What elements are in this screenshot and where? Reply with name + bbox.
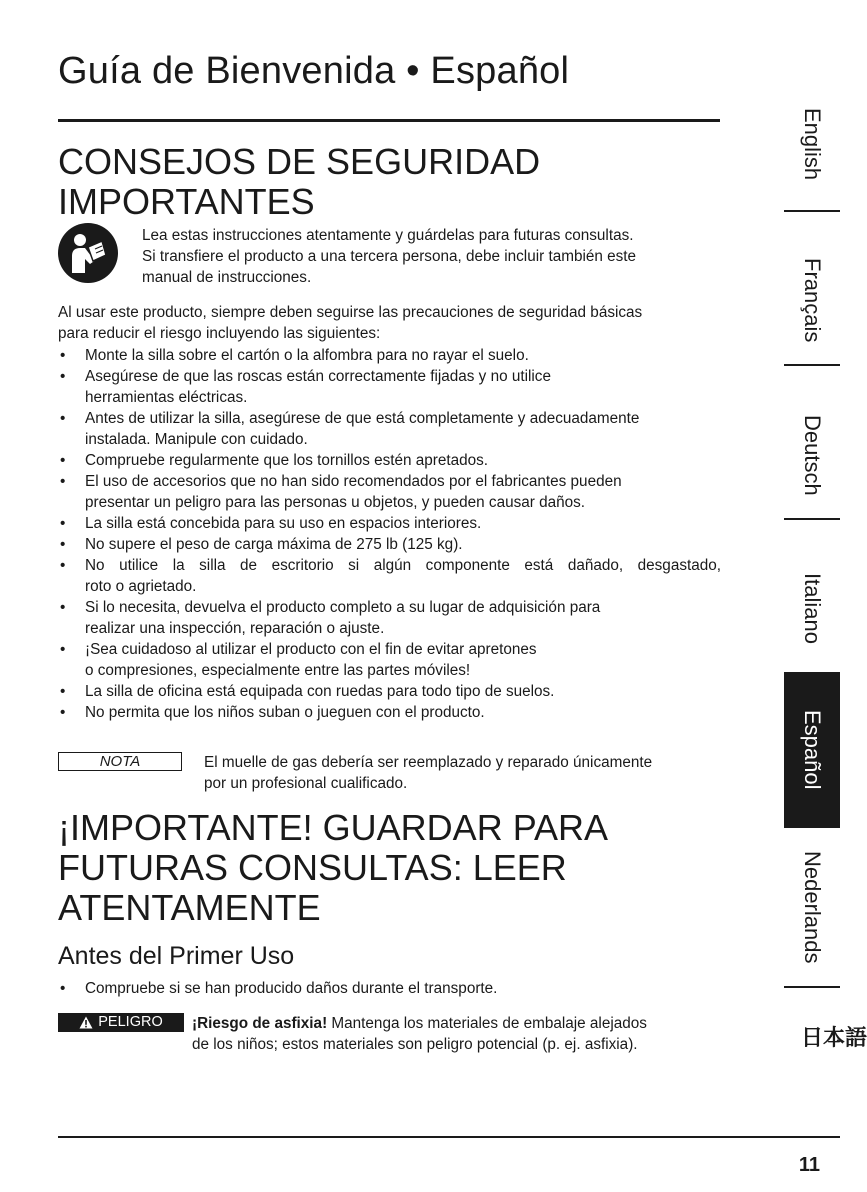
- first-use-heading: Antes del Primer Uso: [58, 942, 295, 970]
- tab-japanese[interactable]: [784, 998, 867, 1078]
- tab-deutsch[interactable]: [784, 385, 840, 525]
- list-item: [58, 534, 723, 555]
- tab-divider: [784, 210, 840, 212]
- list-item: [58, 639, 723, 681]
- danger-label: PELIGRO: [98, 1014, 163, 1030]
- important-heading-line: ATENTAMENTE: [58, 887, 321, 928]
- bullet-line: herramientas eléctricas.: [85, 389, 248, 406]
- bullet-line: • No utilice la silla de escritorio si algún componente está dañado, desgastado,: [85, 557, 721, 574]
- bullet-line: • No supere el peso de carga máxima de 275 lb (125 kg).: [85, 536, 463, 553]
- tab-divider: [784, 986, 840, 988]
- danger-badge: [58, 1013, 184, 1032]
- language-tabs: [784, 60, 867, 1120]
- list-item: [58, 513, 723, 534]
- tab-label: 日本語: [801, 1025, 867, 1050]
- safety-heading-line: IMPORTANTES: [58, 181, 315, 222]
- bullet-line: instalada. Manipule con cuidado.: [85, 431, 308, 448]
- bullet-line: • Asegúrese de que las roscas están correctamente fijadas y no utilice: [85, 368, 551, 385]
- important-heading-line: FUTURAS CONSULTAS: LEER: [58, 847, 567, 888]
- safety-heading: [58, 142, 540, 222]
- bullet-line: o compresiones, especialmente entre las partes móviles!: [85, 662, 471, 679]
- tab-english[interactable]: [784, 84, 840, 204]
- note-text: [204, 752, 724, 794]
- bullet-line: • La silla de oficina está equipada con ruedas para todo tipo de suelos.: [85, 683, 555, 700]
- list-item: [58, 702, 723, 723]
- bullet-line: presentar un peligro para las personas u objetos, y pueden causar daños.: [85, 494, 586, 511]
- tab-label: Français: [800, 257, 825, 343]
- important-heading-line: ¡IMPORTANTE! GUARDAR PARA: [58, 807, 609, 848]
- danger-text: [192, 1013, 722, 1055]
- tab-label: Deutsch: [800, 414, 825, 496]
- lead-line: Al usar este producto, siempre deben seguirse las precauciones de seguridad básicas: [58, 304, 643, 321]
- list-item: [58, 408, 723, 450]
- note-label: NOTA: [58, 752, 182, 771]
- list-item: [58, 555, 723, 597]
- bullet-line: • El uso de accesorios que no han sido recomendados por el fabricantes pueden: [85, 473, 622, 490]
- bullet-line: • Antes de utilizar la silla, asegúrese de que está completamente y adecuadamente: [85, 410, 640, 427]
- danger-bold: ¡Riesgo de asfixia!: [192, 1015, 328, 1032]
- tab-nederlands[interactable]: [784, 832, 840, 982]
- page-number: 11: [798, 1154, 820, 1176]
- bullet-line: • Compruebe regularmente que los tornillos estén apretados.: [85, 452, 489, 469]
- intro-line: manual de instrucciones.: [142, 269, 312, 286]
- list-item: [58, 366, 723, 408]
- tab-divider: [784, 364, 840, 366]
- intro-line: Si transfiere el producto a una tercera persona, debe incluir también este: [142, 248, 637, 265]
- list-item: • Compruebe si se han producido daños durante el transporte.: [85, 978, 497, 999]
- first-use-list: [58, 978, 497, 999]
- lead-paragraph: [58, 302, 723, 344]
- bullet-line: • La silla está concebida para su uso en espacios interiores.: [85, 515, 482, 532]
- danger-line: [192, 1013, 722, 1034]
- list-item: [58, 597, 723, 639]
- danger-line: de los niños; estos materiales son peligro potencial (p. ej. asfixia).: [192, 1036, 638, 1053]
- list-item: [58, 345, 723, 366]
- intro-paragraph: [142, 225, 722, 288]
- bullet-line: • Monte la silla sobre el cartón o la alfombra para no rayar el suelo.: [85, 347, 529, 364]
- intro-line: Lea estas instrucciones atentamente y guárdelas para futuras consultas.: [142, 227, 634, 244]
- tab-label: Nederlands: [800, 850, 825, 964]
- bullet-line: • ¡Sea cuidadoso al utilizar el producto con el fin de evitar apretones: [85, 641, 537, 658]
- tab-francais[interactable]: [784, 230, 840, 370]
- bullet-line: roto o agrietado.: [85, 578, 197, 595]
- tab-label: Italiano: [800, 572, 825, 644]
- footer-divider: [58, 1136, 840, 1138]
- note-line: El muelle de gas debería ser reemplazado y reparado únicamente: [204, 754, 653, 771]
- bullet-line: • Si lo necesita, devuelva el producto completo a su lugar de adquisición para: [85, 599, 601, 616]
- title-divider: [58, 119, 720, 122]
- tab-italiano[interactable]: [784, 538, 840, 678]
- danger-rest: Mantenga los materiales de embalaje alejados: [327, 1015, 647, 1032]
- tab-label: Español: [800, 710, 825, 790]
- read-manual-icon: [58, 223, 118, 283]
- bullet-line: • No permita que los niños suban o jueguen con el producto.: [85, 704, 485, 721]
- list-item: [58, 450, 723, 471]
- safety-bullet-list: [58, 345, 723, 723]
- tab-espanol[interactable]: [784, 672, 840, 828]
- list-item: [58, 471, 723, 513]
- list-item: [58, 681, 723, 702]
- note-line: por un profesional cualificado.: [204, 775, 408, 792]
- lead-line: para reducir el riesgo incluyendo las siguientes:: [58, 325, 381, 342]
- bullet-line: realizar una inspección, reparación o ajuste.: [85, 620, 385, 637]
- tab-label: English: [800, 107, 825, 181]
- safety-heading-line: CONSEJOS DE SEGURIDAD: [58, 141, 541, 182]
- important-heading: [58, 808, 608, 928]
- page-title: Guía de Bienvenida • Español: [58, 50, 570, 92]
- tab-divider: [784, 518, 840, 520]
- warning-triangle-icon: [79, 1016, 93, 1029]
